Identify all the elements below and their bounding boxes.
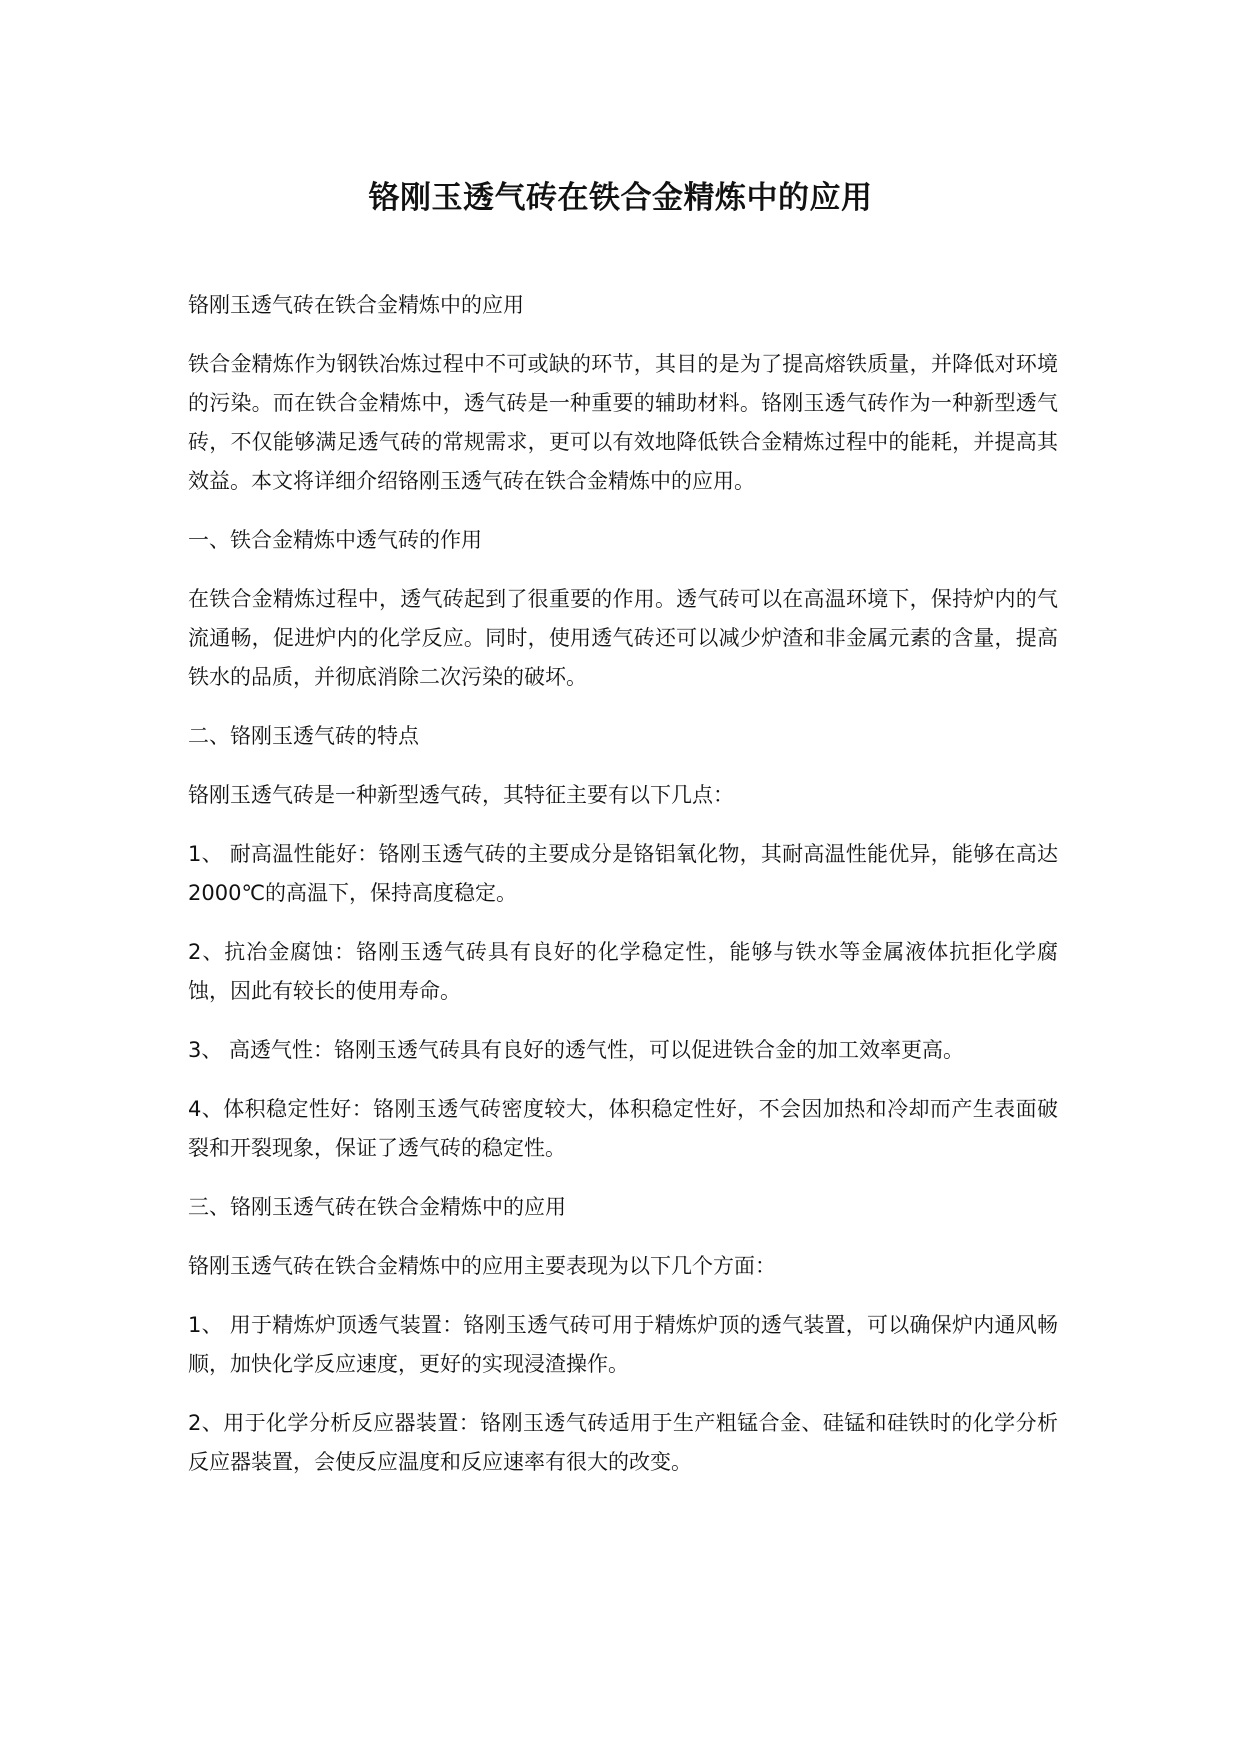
list-item: 4、体积稳定性好：铬刚玉透气砖密度较大，体积稳定性好，不会因加热和冷却而产生表面破裂和开裂现象，保证了透气砖的稳定性。 bbox=[188, 1097, 1058, 1160]
list-item: 3、 高透气性：铬刚玉透气砖具有良好的透气性，可以促进铁合金的加工效率更高。 bbox=[188, 1038, 965, 1062]
document-body bbox=[188, 286, 1058, 1502]
section-heading-1: 一、铁合金精炼中透气砖的作用 bbox=[188, 528, 482, 552]
intro-paragraph: 铁合金精炼作为钢铁冶炼过程中不可或缺的环节，其目的是为了提高熔铁质量，并降低对环境的污染。而在铁合金精炼中，透气砖是一种重要的辅助材料。铬刚玉透气砖作为一种新型透气砖，不仅能够满足透气砖的常规需求，更可以有效地降低铁合金精炼过程中的能耗，并提高其效益。本文将详细介绍铬刚玉透气砖在铁合金精炼中的应用。 bbox=[188, 352, 1058, 493]
section-2-intro: 铬刚玉透气砖是一种新型透气砖，其特征主要有以下几点： bbox=[188, 783, 734, 807]
list-item: 2、抗冶金腐蚀：铬刚玉透气砖具有良好的化学稳定性，能够与铁水等金属液体抗拒化学腐蚀，因此有较长的使用寿命。 bbox=[188, 940, 1058, 1003]
section-1-paragraph: 在铁合金精炼过程中，透气砖起到了很重要的作用。透气砖可以在高温环境下，保持炉内的气流通畅，促进炉内的化学反应。同时，使用透气砖还可以减少炉渣和非金属元素的含量，提高铁水的品质，并彻底消除二次污染的破坏。 bbox=[188, 587, 1058, 689]
section-heading-2: 二、铬刚玉透气砖的特点 bbox=[188, 724, 419, 748]
section-3-intro: 铬刚玉透气砖在铁合金精炼中的应用主要表现为以下几个方面： bbox=[188, 1254, 776, 1278]
list-item: 2、用于化学分析反应器装置：铬刚玉透气砖适用于生产粗锰合金、硅锰和硅铁时的化学分析反应器装置，会使反应温度和反应速率有很大的改变。 bbox=[188, 1411, 1058, 1474]
list-item: 1、 用于精炼炉顶透气装置：铬刚玉透气砖可用于精炼炉顶的透气装置，可以确保炉内通风畅顺，加快化学反应速度，更好的实现浸渣操作。 bbox=[188, 1313, 1058, 1376]
body-subtitle: 铬刚玉透气砖在铁合金精炼中的应用 bbox=[188, 293, 524, 317]
list-item: 1、 耐高温性能好：铬刚玉透气砖的主要成分是铬铝氧化物，其耐高温性能优异，能够在高达 2000℃的高温下，保持高度稳定。 bbox=[188, 842, 1058, 905]
document-title: 铬刚玉透气砖在铁合金精炼中的应用 bbox=[368, 180, 873, 216]
section-heading-3: 三、铬刚玉透气砖在铁合金精炼中的应用 bbox=[188, 1195, 566, 1219]
